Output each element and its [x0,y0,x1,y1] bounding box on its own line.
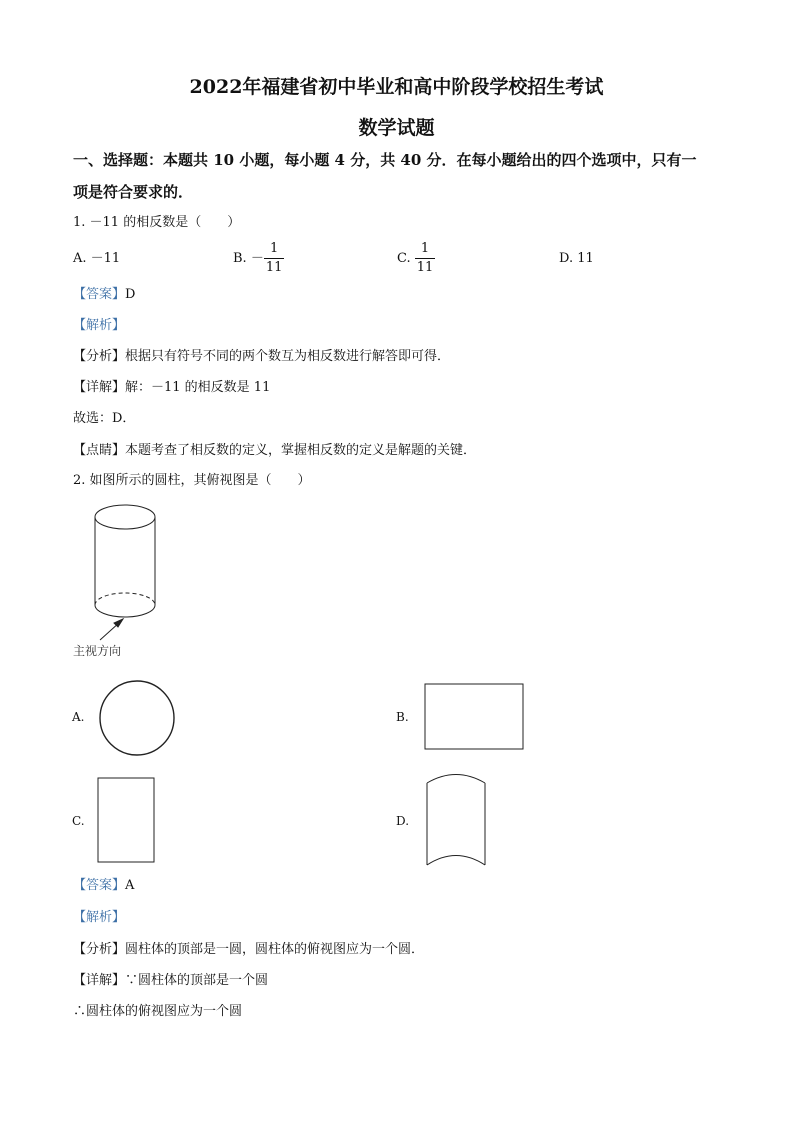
q1-guxuan: 故选：D． [73,411,136,426]
q2-answer [73,878,134,894]
q2-option-b: B. [396,710,409,724]
q1-analysis-tag: 【解析】 [73,318,126,333]
option-label: C. [397,251,411,266]
option-d-shape [427,775,485,866]
numerator: 1 [415,240,436,259]
q2-stem: 2. 如图所示的圆柱，其俯视图是（ ） [73,473,311,488]
option-label: B. － [233,251,264,266]
q2-analysis-tag: 【解析】 [73,910,126,925]
document-subtitle: 数学试题 [358,117,435,139]
denominator: 11 [265,260,283,275]
q1-stem: 1. －11 的相反数是（ ） [73,215,241,230]
section-heading-cont: 项是符合要求的． [73,183,194,201]
option-c-rect [98,778,154,862]
option-a-circle [100,681,174,755]
answer-tag: 【答案】 [73,287,126,302]
document-title: 2022年福建省初中毕业和高中阶段学校招生考试 [189,76,604,98]
q1-fenxi: 【分析】根据只有符号不同的两个数互为相反数进行解答即可得． [73,349,451,364]
q1-option-d: D. 11 [559,251,594,266]
cylinder-figure [95,505,155,617]
answer-value: A [125,878,135,893]
q1-xiangjie: 【详解】解：－11 的相反数是 11 [73,380,271,395]
answer-value: D [125,287,136,302]
q2-option-c: C. [72,814,85,828]
q1-option-a: A. －11 [73,251,121,266]
section-heading: 一、选择题：本题共 10 小题，每小题 4 分，共 40 分．在每小题给出的四个选项中，只有一 [73,151,697,169]
q2-xiangjie: 【详解】∵圆柱体的顶部是一个圆 [73,973,269,988]
q2-fenxi: 【分析】圆柱体的顶部是一圆，圆柱体的俯视图应为一个圆． [73,942,425,957]
numerator: 1 [264,240,285,259]
q2-option-d: D. [396,814,410,828]
answer-tag: 【答案】 [73,878,126,893]
figure-caption: 主视方向 [73,644,122,658]
arrow-icon [100,619,123,640]
q1-dianjing: 【点睛】本题考查了相反数的定义，掌握相反数的定义是解题的关键． [73,443,477,458]
q2-option-a: A. [72,710,85,724]
q2-conclusion: ∴圆柱体的俯视图应为一个圆 [73,1004,243,1019]
option-b-rect [425,684,523,749]
denominator: 11 [416,260,434,275]
